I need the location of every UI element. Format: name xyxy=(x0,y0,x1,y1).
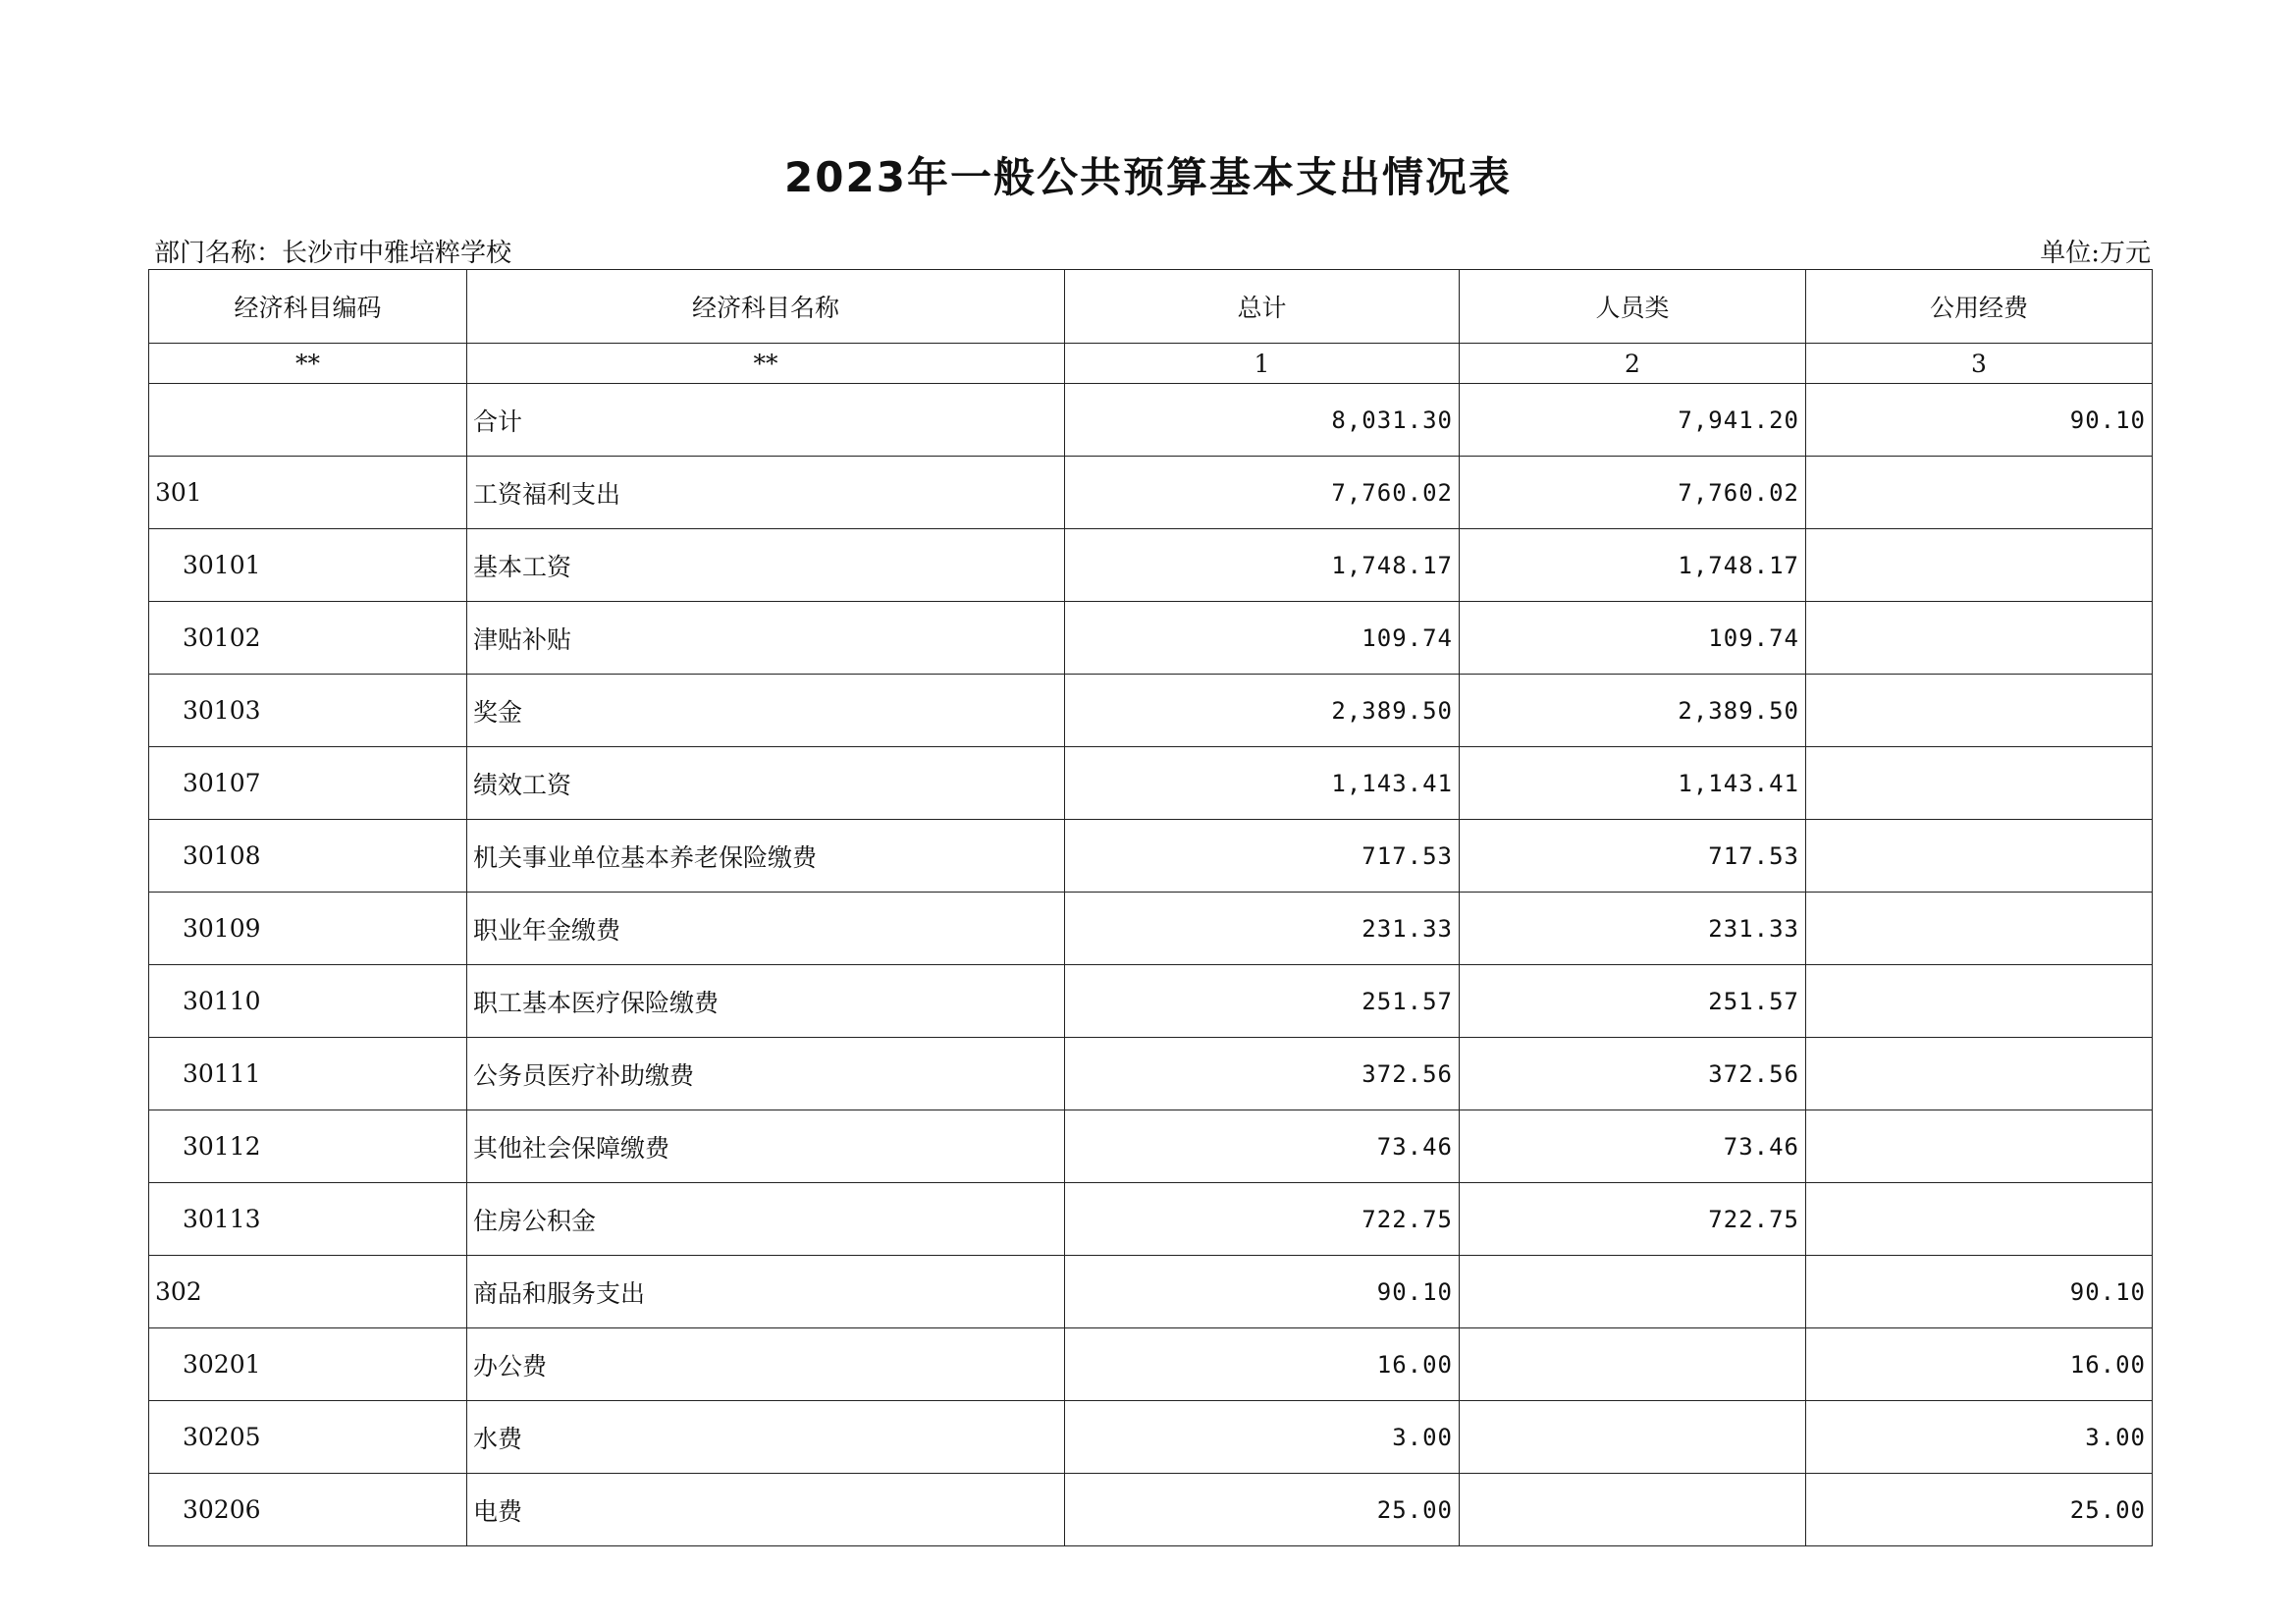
unit-label: 单位:万元 xyxy=(2040,239,2151,268)
econ-name-cell: 住房公积金 xyxy=(467,1183,1065,1256)
public-funds-cell xyxy=(1806,1110,2153,1183)
header-total: 总计 xyxy=(1065,270,1460,344)
public-funds-cell xyxy=(1806,1183,2153,1256)
personnel-cell: 1,143.41 xyxy=(1460,747,1806,820)
personnel-cell: 7,760.02 xyxy=(1460,457,1806,529)
public-funds-cell xyxy=(1806,893,2153,965)
econ-code-cell: 30102 xyxy=(149,602,467,675)
econ-code-cell: 30103 xyxy=(149,675,467,747)
header-econ-code: 经济科目编码 xyxy=(149,270,467,344)
personnel-cell xyxy=(1460,1328,1806,1401)
public-funds-cell xyxy=(1806,602,2153,675)
budget-table xyxy=(148,269,2153,1546)
public-funds-cell: 3.00 xyxy=(1806,1401,2153,1474)
public-funds-cell xyxy=(1806,1038,2153,1110)
econ-name-cell: 公务员医疗补助缴费 xyxy=(467,1038,1065,1110)
personnel-cell: 722.75 xyxy=(1460,1183,1806,1256)
econ-name-cell: 办公费 xyxy=(467,1328,1065,1401)
econ-name-cell: 职工基本医疗保险缴费 xyxy=(467,965,1065,1038)
personnel-cell xyxy=(1460,1474,1806,1546)
department-label: 部门名称：长沙市中雅培粹学校 xyxy=(154,239,512,268)
econ-code-cell: 30109 xyxy=(149,893,467,965)
total-cell: 16.00 xyxy=(1065,1328,1460,1401)
table-index-row xyxy=(149,344,2153,384)
table-row xyxy=(149,747,2153,820)
personnel-cell: 251.57 xyxy=(1460,965,1806,1038)
public-funds-cell xyxy=(1806,529,2153,602)
table-row xyxy=(149,1110,2153,1183)
econ-code-cell: 30201 xyxy=(149,1328,467,1401)
table-row xyxy=(149,529,2153,602)
total-cell: 231.33 xyxy=(1065,893,1460,965)
page-title: 2023年一般公共预算基本支出情况表 xyxy=(784,153,1512,201)
total-cell: 251.57 xyxy=(1065,965,1460,1038)
table-header-row xyxy=(149,270,2153,344)
econ-code-cell: 30101 xyxy=(149,529,467,602)
total-cell: 7,760.02 xyxy=(1065,457,1460,529)
total-cell: 109.74 xyxy=(1065,602,1460,675)
total-cell: 1,748.17 xyxy=(1065,529,1460,602)
table-row xyxy=(149,893,2153,965)
table-row xyxy=(149,1256,2153,1328)
public-funds-cell: 90.10 xyxy=(1806,1256,2153,1328)
header-public-funds: 公用经费 xyxy=(1806,270,2153,344)
econ-code-cell: 30110 xyxy=(149,965,467,1038)
public-funds-cell: 25.00 xyxy=(1806,1474,2153,1546)
table-row xyxy=(149,1401,2153,1474)
public-funds-cell: 16.00 xyxy=(1806,1328,2153,1401)
total-cell: 372.56 xyxy=(1065,1038,1460,1110)
public-funds-cell xyxy=(1806,457,2153,529)
table-row xyxy=(149,965,2153,1038)
econ-code-cell: 301 xyxy=(149,457,467,529)
personnel-cell: 109.74 xyxy=(1460,602,1806,675)
table-body xyxy=(149,384,2153,1546)
header-econ-name: 经济科目名称 xyxy=(467,270,1065,344)
personnel-cell: 7,941.20 xyxy=(1460,384,1806,457)
econ-name-cell: 其他社会保障缴费 xyxy=(467,1110,1065,1183)
econ-code-cell: 30108 xyxy=(149,820,467,893)
public-funds-cell: 90.10 xyxy=(1806,384,2153,457)
public-funds-cell xyxy=(1806,747,2153,820)
total-cell: 8,031.30 xyxy=(1065,384,1460,457)
econ-code-cell: 30206 xyxy=(149,1474,467,1546)
table-row xyxy=(149,384,2153,457)
econ-code-cell: 30205 xyxy=(149,1401,467,1474)
econ-code-cell: 302 xyxy=(149,1256,467,1328)
table-row xyxy=(149,675,2153,747)
table-row xyxy=(149,602,2153,675)
personnel-cell: 1,748.17 xyxy=(1460,529,1806,602)
econ-name-cell: 基本工资 xyxy=(467,529,1065,602)
total-cell: 1,143.41 xyxy=(1065,747,1460,820)
econ-code-cell: 30111 xyxy=(149,1038,467,1110)
total-cell: 722.75 xyxy=(1065,1183,1460,1256)
index-cell: ** xyxy=(149,344,467,384)
public-funds-cell xyxy=(1806,965,2153,1038)
table-row xyxy=(149,1474,2153,1546)
econ-code-cell: 30112 xyxy=(149,1110,467,1183)
personnel-cell: 73.46 xyxy=(1460,1110,1806,1183)
econ-name-cell: 职业年金缴费 xyxy=(467,893,1065,965)
econ-code-cell xyxy=(149,384,467,457)
total-cell: 717.53 xyxy=(1065,820,1460,893)
table-row xyxy=(149,1038,2153,1110)
econ-name-cell: 津贴补贴 xyxy=(467,602,1065,675)
total-cell: 90.10 xyxy=(1065,1256,1460,1328)
public-funds-cell xyxy=(1806,820,2153,893)
econ-name-cell: 电费 xyxy=(467,1474,1065,1546)
table-row xyxy=(149,457,2153,529)
total-cell: 3.00 xyxy=(1065,1401,1460,1474)
personnel-cell: 372.56 xyxy=(1460,1038,1806,1110)
personnel-cell xyxy=(1460,1401,1806,1474)
personnel-cell: 2,389.50 xyxy=(1460,675,1806,747)
econ-name-cell: 商品和服务支出 xyxy=(467,1256,1065,1328)
table-row xyxy=(149,1183,2153,1256)
total-cell: 73.46 xyxy=(1065,1110,1460,1183)
index-cell: ** xyxy=(467,344,1065,384)
public-funds-cell xyxy=(1806,675,2153,747)
personnel-cell: 231.33 xyxy=(1460,893,1806,965)
econ-name-cell: 绩效工资 xyxy=(467,747,1065,820)
personnel-cell: 717.53 xyxy=(1460,820,1806,893)
econ-code-cell: 30113 xyxy=(149,1183,467,1256)
econ-name-cell: 水费 xyxy=(467,1401,1065,1474)
index-cell: 3 xyxy=(1806,344,2153,384)
index-cell: 1 xyxy=(1065,344,1460,384)
total-cell: 25.00 xyxy=(1065,1474,1460,1546)
econ-name-cell: 合计 xyxy=(467,384,1065,457)
total-cell: 2,389.50 xyxy=(1065,675,1460,747)
header-personnel: 人员类 xyxy=(1460,270,1806,344)
econ-code-cell: 30107 xyxy=(149,747,467,820)
econ-name-cell: 工资福利支出 xyxy=(467,457,1065,529)
econ-name-cell: 奖金 xyxy=(467,675,1065,747)
table-row xyxy=(149,1328,2153,1401)
personnel-cell xyxy=(1460,1256,1806,1328)
econ-name-cell: 机关事业单位基本养老保险缴费 xyxy=(467,820,1065,893)
index-cell: 2 xyxy=(1460,344,1806,384)
table-row xyxy=(149,820,2153,893)
